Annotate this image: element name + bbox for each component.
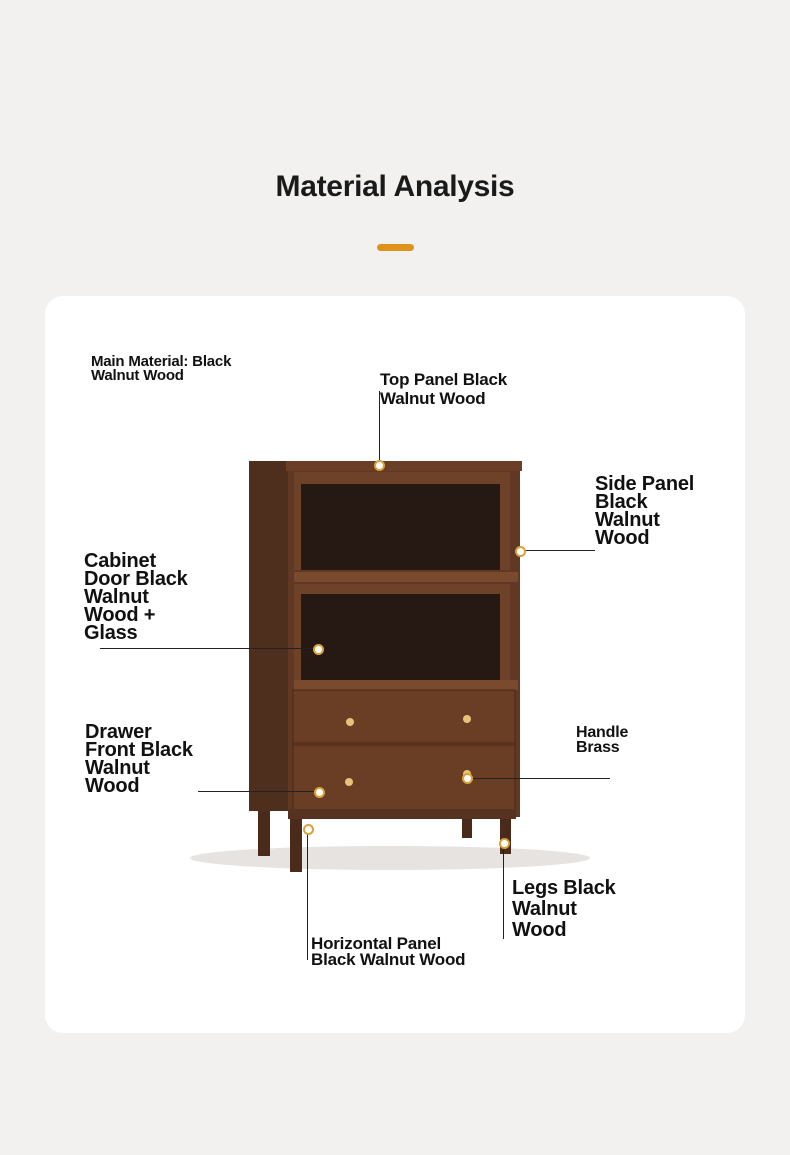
label-legs: Legs Black Walnut Wood bbox=[512, 877, 616, 941]
knob-bottom-left bbox=[345, 778, 353, 786]
marker-horizontal-panel bbox=[303, 824, 314, 835]
marker-top-panel bbox=[374, 460, 385, 471]
leader-drawer-front bbox=[198, 791, 315, 792]
marker-side-panel bbox=[515, 546, 526, 557]
marker-legs bbox=[499, 838, 510, 849]
leader-horizontal-panel bbox=[307, 832, 308, 960]
knob-top-right bbox=[463, 715, 471, 723]
floor-shadow bbox=[190, 846, 590, 870]
page-title: Material Analysis bbox=[275, 170, 515, 203]
leg-front-left bbox=[290, 816, 302, 872]
label-main-material: Main Material: Black Walnut Wood bbox=[91, 353, 232, 384]
side-panel bbox=[249, 461, 293, 811]
upper-door-glass bbox=[301, 484, 500, 570]
leader-handle bbox=[470, 778, 610, 779]
label-cabinet-door: Cabinet Door Black Walnut Wood + Glass bbox=[84, 550, 188, 644]
marker-handle bbox=[462, 773, 473, 784]
marker-drawer-front bbox=[314, 787, 325, 798]
horizontal-panel bbox=[288, 809, 516, 819]
knob-top-left bbox=[346, 718, 354, 726]
leader-cabinet-door bbox=[100, 648, 314, 649]
drawer-top bbox=[293, 690, 515, 743]
top-panel bbox=[286, 461, 522, 471]
leg-back-left bbox=[258, 806, 270, 856]
leader-legs bbox=[503, 846, 504, 939]
upper-shelf-edge bbox=[294, 572, 518, 582]
leader-side-panel bbox=[521, 550, 595, 551]
label-horizontal-panel: Horizontal Panel Black Walnut Wood bbox=[311, 934, 466, 969]
label-top-panel: Top Panel Black Walnut Wood bbox=[380, 370, 508, 408]
label-side-panel: Side Panel Black Walnut Wood bbox=[595, 473, 695, 549]
label-handle: Handle Brass bbox=[576, 724, 629, 756]
lower-shelf-edge bbox=[294, 680, 518, 690]
label-drawer-front: Drawer Front Black Walnut Wood bbox=[85, 721, 193, 797]
lower-door-glass bbox=[301, 594, 500, 682]
leader-top-panel bbox=[379, 391, 380, 463]
marker-cabinet-door bbox=[313, 644, 324, 655]
